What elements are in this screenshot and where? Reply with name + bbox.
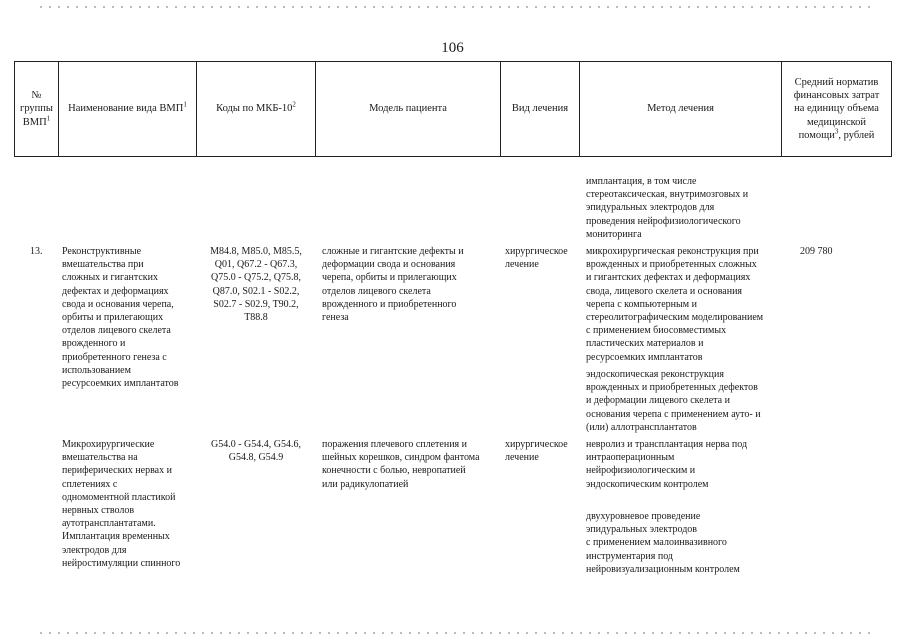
header-name-text: Наименование вида ВМП (68, 103, 184, 115)
header-average-cost (781, 61, 892, 157)
row13-patient-model: сложные и гигантские дефекты и деформации свода и основания черепа, орбиты и прилегающих отделов лицевого скелета врожденного и приобретенного генеза (322, 246, 464, 324)
header-group-number (14, 61, 58, 157)
row13-method-endoscopic: эндоскопическая реконструкция врожденных и приобретенных дефектов и деформации лицевого скелета и основания черепа с применением ауто- и (или) аллотрансплантатов (586, 369, 761, 433)
row13-group-number: 13. (30, 246, 43, 257)
header-codes-sup: 2 (292, 100, 296, 109)
row14-patient-model: поражения плечевого сплетения и шейных корешков, синдром фантома конечности с болью, невропатией или радикулопатией (322, 439, 480, 490)
header-treatment-method (579, 61, 781, 157)
header-group-sup: 1 (46, 114, 51, 123)
header-patient-model (315, 61, 500, 157)
row13-average-cost: 209 780 (800, 246, 833, 257)
carry-over-method: имплантация, в том числе стереотаксическая, внутримозговых и эпидуральных электродов для проведения нейрофизиологического мониторинга (586, 176, 749, 240)
header-icd-codes (196, 61, 315, 157)
header-group-text: № группы ВМП (20, 90, 53, 128)
row14-method-neurolysis: невролиз и трансплантация нерва под интраоперационным нейрофизиологическим и эндоскопическим контролем (586, 439, 748, 490)
header-method-text: Метод лечения (647, 103, 714, 115)
row13-icd-codes: M84.8, M85.0, M85.5, Q01, Q67.2 - Q67.3, Q75.0 - Q75.2, Q75.8, Q87.0, S02.1 - S02.2, S02.7 - S02.9, T90.2, T88.8 (210, 246, 302, 324)
row14-vmp-name: Микрохирургические вмешательства на периферических нервах и сплетениях с одномоментной пластикой нервных стволов аутотрансплантатами. Имплантация временных электродов для нейростимуляции спинного (62, 439, 181, 569)
row14-icd-codes: G54.0 - G54.4, G54.6, G54.8, G54.9 (211, 439, 301, 464)
table-header-bottom-border (14, 156, 892, 157)
header-treatment-type (500, 61, 579, 157)
header-cost-text: Средний норматив финансовых затрат на единицу объема медицинской помощи (793, 77, 880, 141)
header-vmp-name (58, 61, 196, 157)
row13-treatment-type: хирургическое лечение (505, 246, 568, 271)
header-cost-unit: , рублей (838, 129, 875, 141)
page-number: 106 (441, 40, 464, 56)
scan-noise-top (40, 6, 870, 8)
header-model-text: Модель пациента (369, 103, 447, 115)
header-codes-text: Коды по МКБ-10 (216, 103, 293, 115)
header-name-sup: 1 (183, 100, 187, 109)
header-treatment-text: Вид лечения (511, 103, 569, 115)
row14-treatment-type: хирургическое лечение (505, 439, 568, 464)
header-cost-sup: 3 (834, 127, 839, 136)
row13-method-microsurgical: микрохирургическая реконструкция при врожденных и приобретенных сложных и гигантских дефектах и деформациях свода, лицевого скелета и основания черепа с компьютерным и стереолитографическим моделированием с применением биосовместимых пластических материалов и ресурсоемких имплантатов (586, 246, 764, 363)
scan-noise-bottom (40, 632, 870, 634)
row14-method-epidural: двухуровневое проведение эпидуральных электродов с применением малоинвазивного инструментария под нейровизуализационным контролем (586, 511, 740, 575)
row13-vmp-name: Реконструктивные вмешательства при сложных и гигантских дефектах и деформациях свода и основания черепа, орбиты и прилегающих отделов лицевого скелета врожденного и приобретенного генеза с использованием ресурсоемких имплантатов (62, 246, 179, 390)
